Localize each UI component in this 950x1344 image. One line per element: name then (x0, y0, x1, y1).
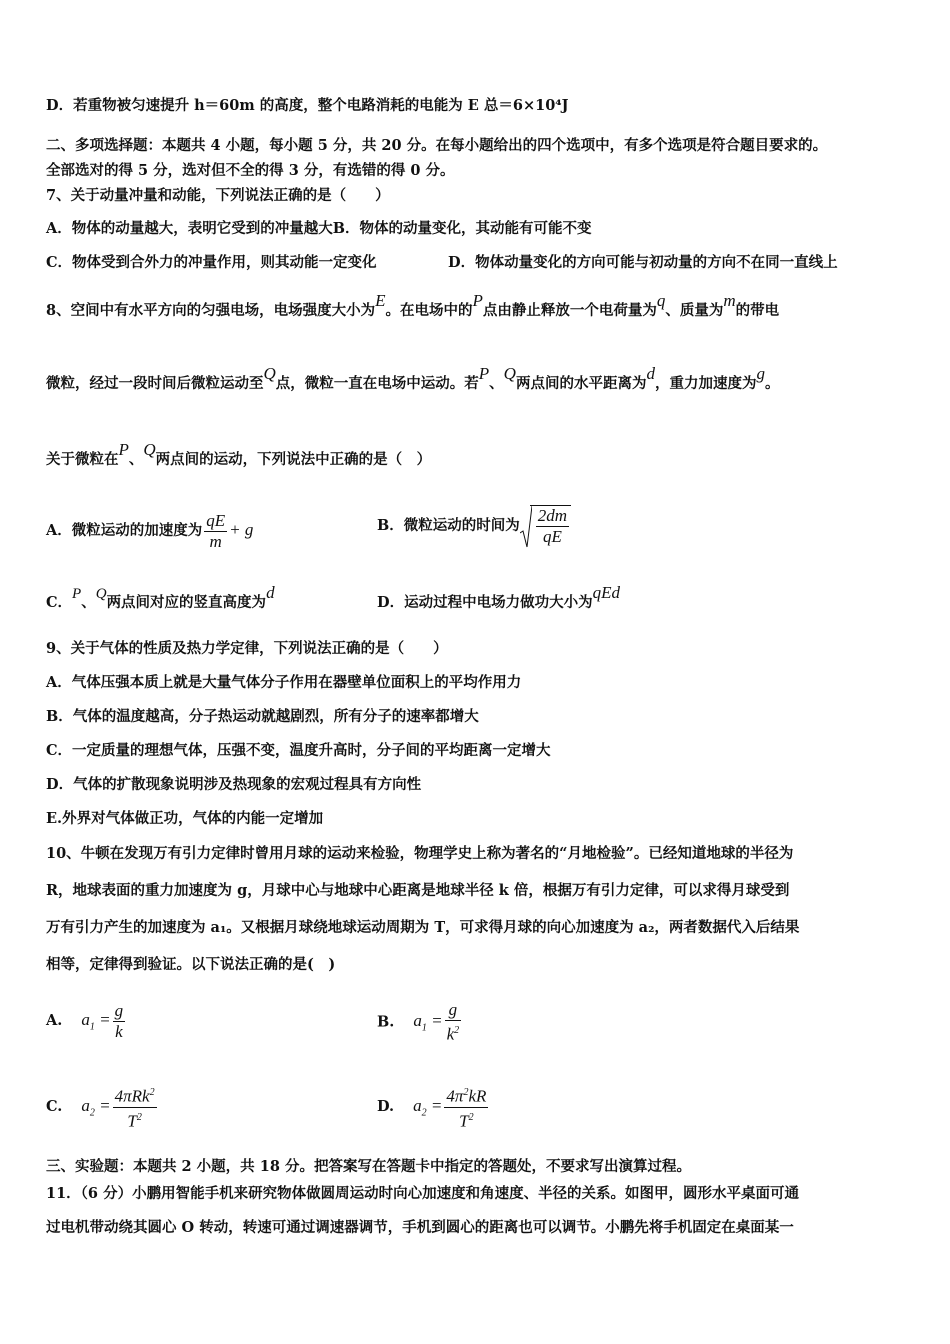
q8-option-c: C．P、Q两点间对应的竖直高度为d (46, 583, 275, 611)
q9-option-b: B．气体的温度越高，分子热运动就越剧烈，所有分子的速率都增大 (46, 708, 479, 725)
q7-stem: 7、关于动量冲量和动能，下列说法正确的是（ ） (46, 187, 390, 204)
q10-option-b: B. $a_1$ = $\frac{g}{k^2}$ (377, 1000, 460, 1044)
q8-option-b: B．微粒运动的时间为 $\frac{2dm}{qE}$ (377, 505, 571, 547)
q8-stem-line2: 微粒，经过一段时间后微粒运动至Q点，微粒一直在电场中运动。若P、Q两点间的水平距离为d，重力加速度为g。 (46, 364, 780, 392)
q7-option-d: D．物体动量变化的方向可能与初动量的方向不在同一直线上 (448, 254, 838, 271)
q11-stem-line1: 11．（6 分）小鹏用智能手机来研究物体做圆周运动时向心加速度和角速度、半径的关系。如图甲，圆形水平桌面可通 (46, 1185, 800, 1202)
q9-option-d: D．气体的扩散现象说明涉及热现象的宏观过程具有方向性 (46, 776, 422, 793)
math-g: g (756, 364, 765, 383)
q9-option-c: C．一定质量的理想气体，压强不变，温度升高时，分子间的平均距离一定增大 (46, 742, 551, 759)
q7-options-ab: A．物体的动量越大，表明它受到的冲量越大B．物体的动量变化，其动能有可能不变 (46, 220, 592, 237)
q8-stem-line3: 关于微粒在P、Q两点间的运动，下列说法中正确的是（ ） (46, 440, 432, 468)
q10-option-a: A. $a_1$ = $\frac{g}{k}$ (46, 1000, 124, 1041)
math-Q: Q (263, 364, 276, 383)
math-q: q (656, 291, 666, 310)
q10-stem-line2: R，地球表面的重力加速度为 g，月球中心与地球中心距离是地球半径 k 倍，根据万有引力定律，可以求得月球受到 (46, 882, 790, 899)
q8-option-a: A．微粒运动的加速度为 $\frac{qE}{m}$ + g (46, 510, 254, 551)
q9-option-e: E.外界对气体做正功，气体的内能一定增加 (46, 810, 324, 827)
q6-option-d: D．若重物被匀速提升 h＝60m 的高度，整个电路消耗的电能为 E 总＝6×10⁴J (46, 97, 569, 114)
math-E: E (375, 291, 386, 310)
q10-stem-line1: 10、牛顿在发现万有引力定律时曾用月球的运动来检验，物理学史上称为著名的“月地检验”。已经知道地球的半径为 (46, 845, 794, 862)
q10-option-d: D. $a_2$ = $\frac{4\pi^2kR}{T^2}$ (377, 1083, 490, 1134)
q8-option-d: D．运动过程中电场力做功大小为qEd (377, 583, 620, 611)
q10-stem-line4: 相等，定律得到验证。以下说法正确的是( ) (46, 956, 336, 973)
q8-stem-line1: 8、空间中有水平方向的匀强电场，电场强度大小为E。在电场中的P点由静止释放一个电荷量为q、质量为m的带电 (46, 291, 780, 319)
math-m: m (723, 291, 736, 310)
q10-stem-line3: 万有引力产生的加速度为 a₁。又根据月球绕地球运动周期为 T，可求得月球的向心加速度为 a₂，两者数据代入后结果 (46, 919, 800, 936)
q9-stem: 9、关于气体的性质及热力学定律，下列说法正确的是（ ） (46, 640, 448, 657)
section2-heading-cont: 全部选对的得 5 分，选对但不全的得 3 分，有选错的得 0 分。 (46, 162, 455, 179)
q10-option-c: C. $a_2$ = $\frac{4\pi Rk^2}{T^2}$ (46, 1083, 159, 1134)
section3-heading: 三、实验题：本题共 2 小题，共 18 分。把答案写在答题卡中指定的答题处，不要求写出演算过程。 (46, 1158, 691, 1175)
section2-heading: 二、多项选择题：本题共 4 小题，每小题 5 分，共 20 分。在每小题给出的四个选项中，有多个选项是符合题目要求的。 (46, 137, 828, 154)
sqrt-2dm-over-qE: $\frac{2dm}{qE}$ (520, 505, 571, 547)
math-qEd: qEd (592, 583, 620, 602)
q9-option-a: A．气体压强本质上就是大量气体分子作用在器壁单位面积上的平均作用力 (46, 674, 522, 691)
math-P: P (472, 291, 483, 310)
math-d: d (646, 364, 655, 383)
q11-stem-line2: 过电机带动绕其圆心 O 转动，转速可通过调速器调节，手机到圆心的距离也可以调节。小鹏先将手机固定在桌面某一 (46, 1219, 794, 1236)
fraction-qE-over-m: $\frac{qE}{m}$ (206, 510, 226, 551)
q7-option-c: C．物体受到合外力的冲量作用，则其动能一定变化 (46, 254, 377, 271)
